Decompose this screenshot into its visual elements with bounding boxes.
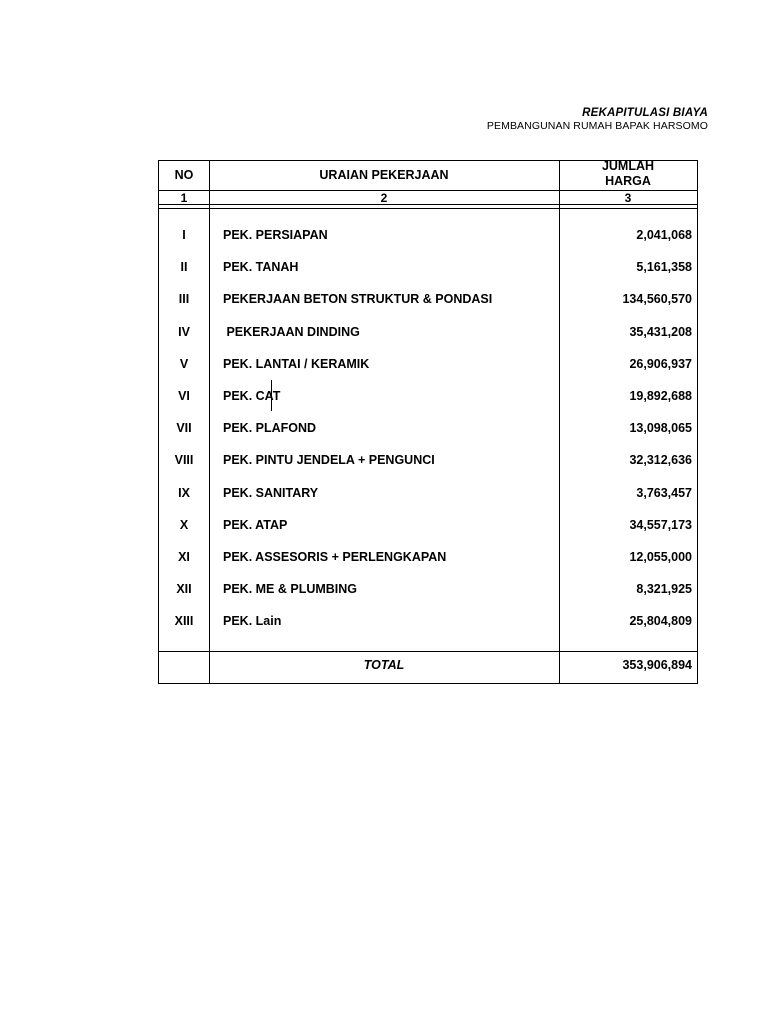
table-row-description: PEK. PINTU JENDELA + PENGUNCI (223, 453, 435, 467)
table-row-description: PEKERJAAN BETON STRUKTUR & PONDASI (223, 292, 493, 306)
table-row-description: PEK. SANITARY (223, 486, 319, 500)
table-row-value: 5,161,358 (636, 260, 692, 274)
column-header-uraian: URAIAN PEKERJAAN (319, 168, 449, 182)
table-row-value: 3,763,457 (636, 486, 692, 500)
table-row-description: PEK. TANAH (223, 260, 299, 274)
table-row-value: 19,892,688 (629, 389, 692, 403)
table-row-value: 134,560,570 (622, 292, 692, 306)
column-header-jumlah-harga (559, 159, 697, 189)
column-header-no: NO (174, 168, 194, 182)
column-header-jumlah: JUMLAH (601, 159, 655, 173)
cost-summary-table (158, 160, 698, 684)
total-value: 353,906,894 (622, 658, 692, 672)
table-row-no: VIII (174, 453, 194, 467)
text-cursor-icon (271, 380, 272, 411)
table-row-value: 25,804,809 (629, 614, 692, 628)
table-row-no: III (178, 292, 190, 306)
table-row-value: 8,321,925 (636, 582, 692, 596)
table-row-no: V (179, 357, 189, 371)
row-divider (159, 208, 697, 209)
table-row-description: PEK. ATAP (223, 518, 288, 532)
table-row-no: VI (178, 389, 190, 403)
column-divider (559, 161, 560, 683)
table-row-no: VII (176, 421, 192, 435)
table-row-description: PEK. ASSESORIS + PERLENGKAPAN (223, 550, 447, 564)
table-row-value: 12,055,000 (629, 550, 692, 564)
table-row-no: IX (178, 486, 190, 500)
table-row-value: 26,906,937 (629, 357, 692, 371)
column-divider (209, 161, 210, 683)
document-title: REKAPITULASI BIAYA (582, 107, 708, 119)
column-index-3: 3 (624, 191, 632, 205)
table-row-description: PEK. ME & PLUMBING (223, 582, 358, 596)
table-row-no: I (182, 228, 186, 242)
table-row-no: XIII (174, 614, 194, 628)
row-divider (159, 651, 697, 652)
table-row-description: PEK. PERSIAPAN (223, 228, 328, 242)
table-row-no: IV (178, 325, 190, 339)
table-row-no: XII (176, 582, 192, 596)
table-row-no: X (179, 518, 189, 532)
table-row-value: 13,098,065 (629, 421, 692, 435)
table-row-description: PEKERJAAN DINDING (223, 325, 360, 339)
column-header-harga: HARGA (605, 174, 651, 188)
table-row-description: PEK. PLAFOND (223, 421, 317, 435)
column-index-1: 1 (180, 191, 188, 205)
table-row-no: XI (178, 550, 190, 564)
table-row-no: II (180, 260, 188, 274)
table-row-description: PEK. LANTAI / KERAMIK (223, 357, 370, 371)
table-row-value: 32,312,636 (629, 453, 692, 467)
table-row-value: 34,557,173 (629, 518, 692, 532)
total-label: TOTAL (363, 658, 405, 672)
document-subtitle: PEMBANGUNAN RUMAH BAPAK HARSOMO (486, 120, 708, 132)
table-row-description: PEK. Lain (223, 614, 282, 628)
table-row-description: PEK. CAT (223, 389, 281, 403)
table-row-value: 2,041,068 (636, 228, 692, 242)
table-row-value: 35,431,208 (629, 325, 692, 339)
column-index-2: 2 (380, 191, 388, 205)
